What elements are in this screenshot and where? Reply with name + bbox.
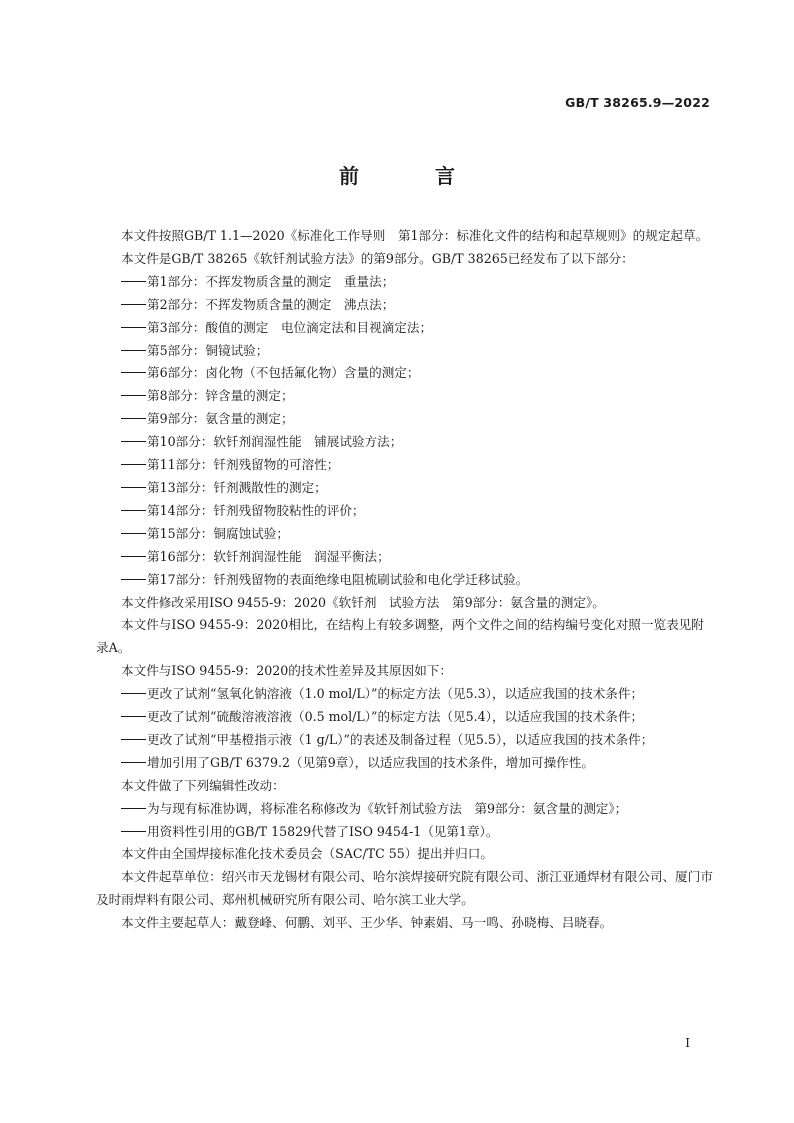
dash-marker (121, 418, 146, 419)
list-item-part (96, 385, 714, 408)
list-item-tech-diff (96, 729, 714, 752)
list-item-part (96, 477, 714, 500)
dash-marker (121, 510, 146, 511)
list-item-text: 第6部分：卤化物（不包括氟化物）含量的测定； (147, 365, 420, 381)
dash-marker (121, 372, 146, 373)
dash-marker (121, 693, 146, 694)
list-item-text: 第5部分：铜镜试验； (147, 342, 269, 358)
list-item-tech-diff (96, 752, 714, 775)
list-item-text: 第17部分：钎剂残留物的表面绝缘电阻梳刷试验和电化学迁移试验。 (147, 571, 529, 587)
page-number: I (685, 1036, 690, 1050)
list-item-part (96, 546, 714, 569)
list-item-part (96, 362, 714, 385)
dash-marker (121, 441, 146, 442)
list-item-text: 第3部分：酸值的测定 电位滴定法和目视滴定法； (147, 319, 433, 335)
list-item-edit-change (96, 821, 714, 844)
list-item-part (96, 431, 714, 454)
list-item-text: 第10部分：软钎剂润湿性能 铺展试验方法； (147, 434, 403, 450)
dash-marker (121, 281, 146, 282)
list-item-tech-diff (96, 706, 714, 729)
dash-marker (121, 831, 146, 832)
dash-marker (121, 327, 146, 328)
document-number: GB/T 38265.9—2022 (565, 95, 710, 110)
list-item-part (96, 294, 714, 317)
list-item-text: 更改了试剂“甲基橙指示液（1 g/L）”的表述及制备过程（见5.5），以适应我国的技术条件； (147, 731, 654, 747)
paragraph-proposer: 本文件由全国焊接标准化技术委员会（SAC/TC 55）提出并归口。 (121, 846, 493, 862)
list-item-text: 第1部分：不挥发物质含量的测定 重量法； (147, 273, 395, 289)
paragraph-adoption: 本文件修改采用ISO 9455-9：2020《软钎剂 试验方法 第9部分：氨含量的测定》。 (121, 594, 605, 610)
dash-marker (121, 487, 146, 488)
page-title: 前 言 (339, 164, 483, 188)
dash-marker (121, 716, 146, 717)
dash-marker (121, 556, 146, 557)
paragraph-structure-changes: 本文件与ISO 9455-9：2020相比，在结构上有较多调整，两个文件之间的结构编号变化对照一览表见附录A。 (96, 617, 704, 656)
list-item-part (96, 500, 714, 523)
dash-marker (121, 762, 146, 763)
list-item-text: 第13部分：钎剂溅散性的测定； (147, 479, 327, 495)
list-item-part (96, 340, 714, 363)
dash-marker (121, 739, 146, 740)
list-item-part (96, 569, 714, 592)
list-item-text: 第16部分：软钎剂润湿性能 润湿平衡法； (147, 548, 390, 564)
dash-marker (121, 808, 146, 809)
list-item-part (96, 271, 714, 294)
list-item-tech-diff (96, 683, 714, 706)
list-item-text: 第15部分：铜腐蚀试验； (147, 525, 289, 541)
dash-marker (121, 395, 146, 396)
list-item-text: 更改了试剂“硫酸溶液溶液（0.5 mol/L）”的标定方法（见5.4），以适应我国的技术条件； (147, 709, 644, 725)
list-item-part (96, 454, 714, 477)
paragraph-edit-intro: 本文件做了下列编辑性改动： (121, 777, 285, 793)
dash-marker (121, 304, 146, 305)
list-item-part (96, 523, 714, 546)
paragraph-tech-diff-intro: 本文件与ISO 9455-9：2020的技术性差异及其原因如下： (121, 663, 452, 679)
list-item-text: 第9部分：氨含量的测定； (147, 411, 294, 427)
list-item-text: 第2部分：不挥发物质含量的测定 沸点法； (147, 296, 395, 312)
list-item-text: 用资料性引用的GB/T 15829代替了ISO 9454-1（见第1章）。 (147, 823, 499, 839)
list-item-part (96, 317, 714, 340)
list-item-text: 为与现有标准协调，将标准名称修改为《软钎剂试验方法 第9部分：氨含量的测定》； (147, 800, 628, 816)
dash-marker (121, 579, 146, 580)
dash-marker (121, 533, 146, 534)
list-item-text: 第8部分：锌含量的测定； (147, 388, 294, 404)
list-item-text: 第14部分：钎剂残留物胶粘性的评价； (147, 502, 365, 518)
dash-marker (121, 464, 146, 465)
paragraph-drafting-units: 本文件起草单位：绍兴市天龙锡材有限公司、哈尔滨焊接研究院有限公司、浙江亚通焊材有限公司、厦门市及时雨焊料有限公司、郑州机械研究所有限公司、哈尔滨工业大学。 (96, 869, 713, 908)
paragraph-drafting-rules: 本文件按照GB/T 1.1—2020《标准化工作导则 第1部分：标准化文件的结构和起草规则》的规定起草。 (121, 228, 709, 243)
foreword-body (96, 225, 714, 935)
paragraph-drafters: 本文件主要起草人：戴登峰、何鹏、刘平、王少华、钟素娟、马一鸣、孙晓梅、吕晓春。 (121, 915, 613, 931)
paragraph-series-intro: 本文件是GB/T 38265《软钎剂试验方法》的第9部分。GB/T 38265已经发布了以下部分： (121, 250, 634, 266)
list-item-text: 增加引用了GB/T 6379.2（见第9章），以适应我国的技术条件，增加可操作性。 (147, 754, 594, 770)
list-item-text: 第11部分：钎剂残留物的可溶性； (147, 457, 340, 473)
list-item-edit-change (96, 798, 714, 821)
dash-marker (121, 350, 146, 351)
list-item-text: 更改了试剂“氢氧化钠溶液（1.0 mol/L）”的标定方法（见5.3），以适应我国的技术条件； (147, 686, 644, 702)
list-item-part (96, 408, 714, 431)
